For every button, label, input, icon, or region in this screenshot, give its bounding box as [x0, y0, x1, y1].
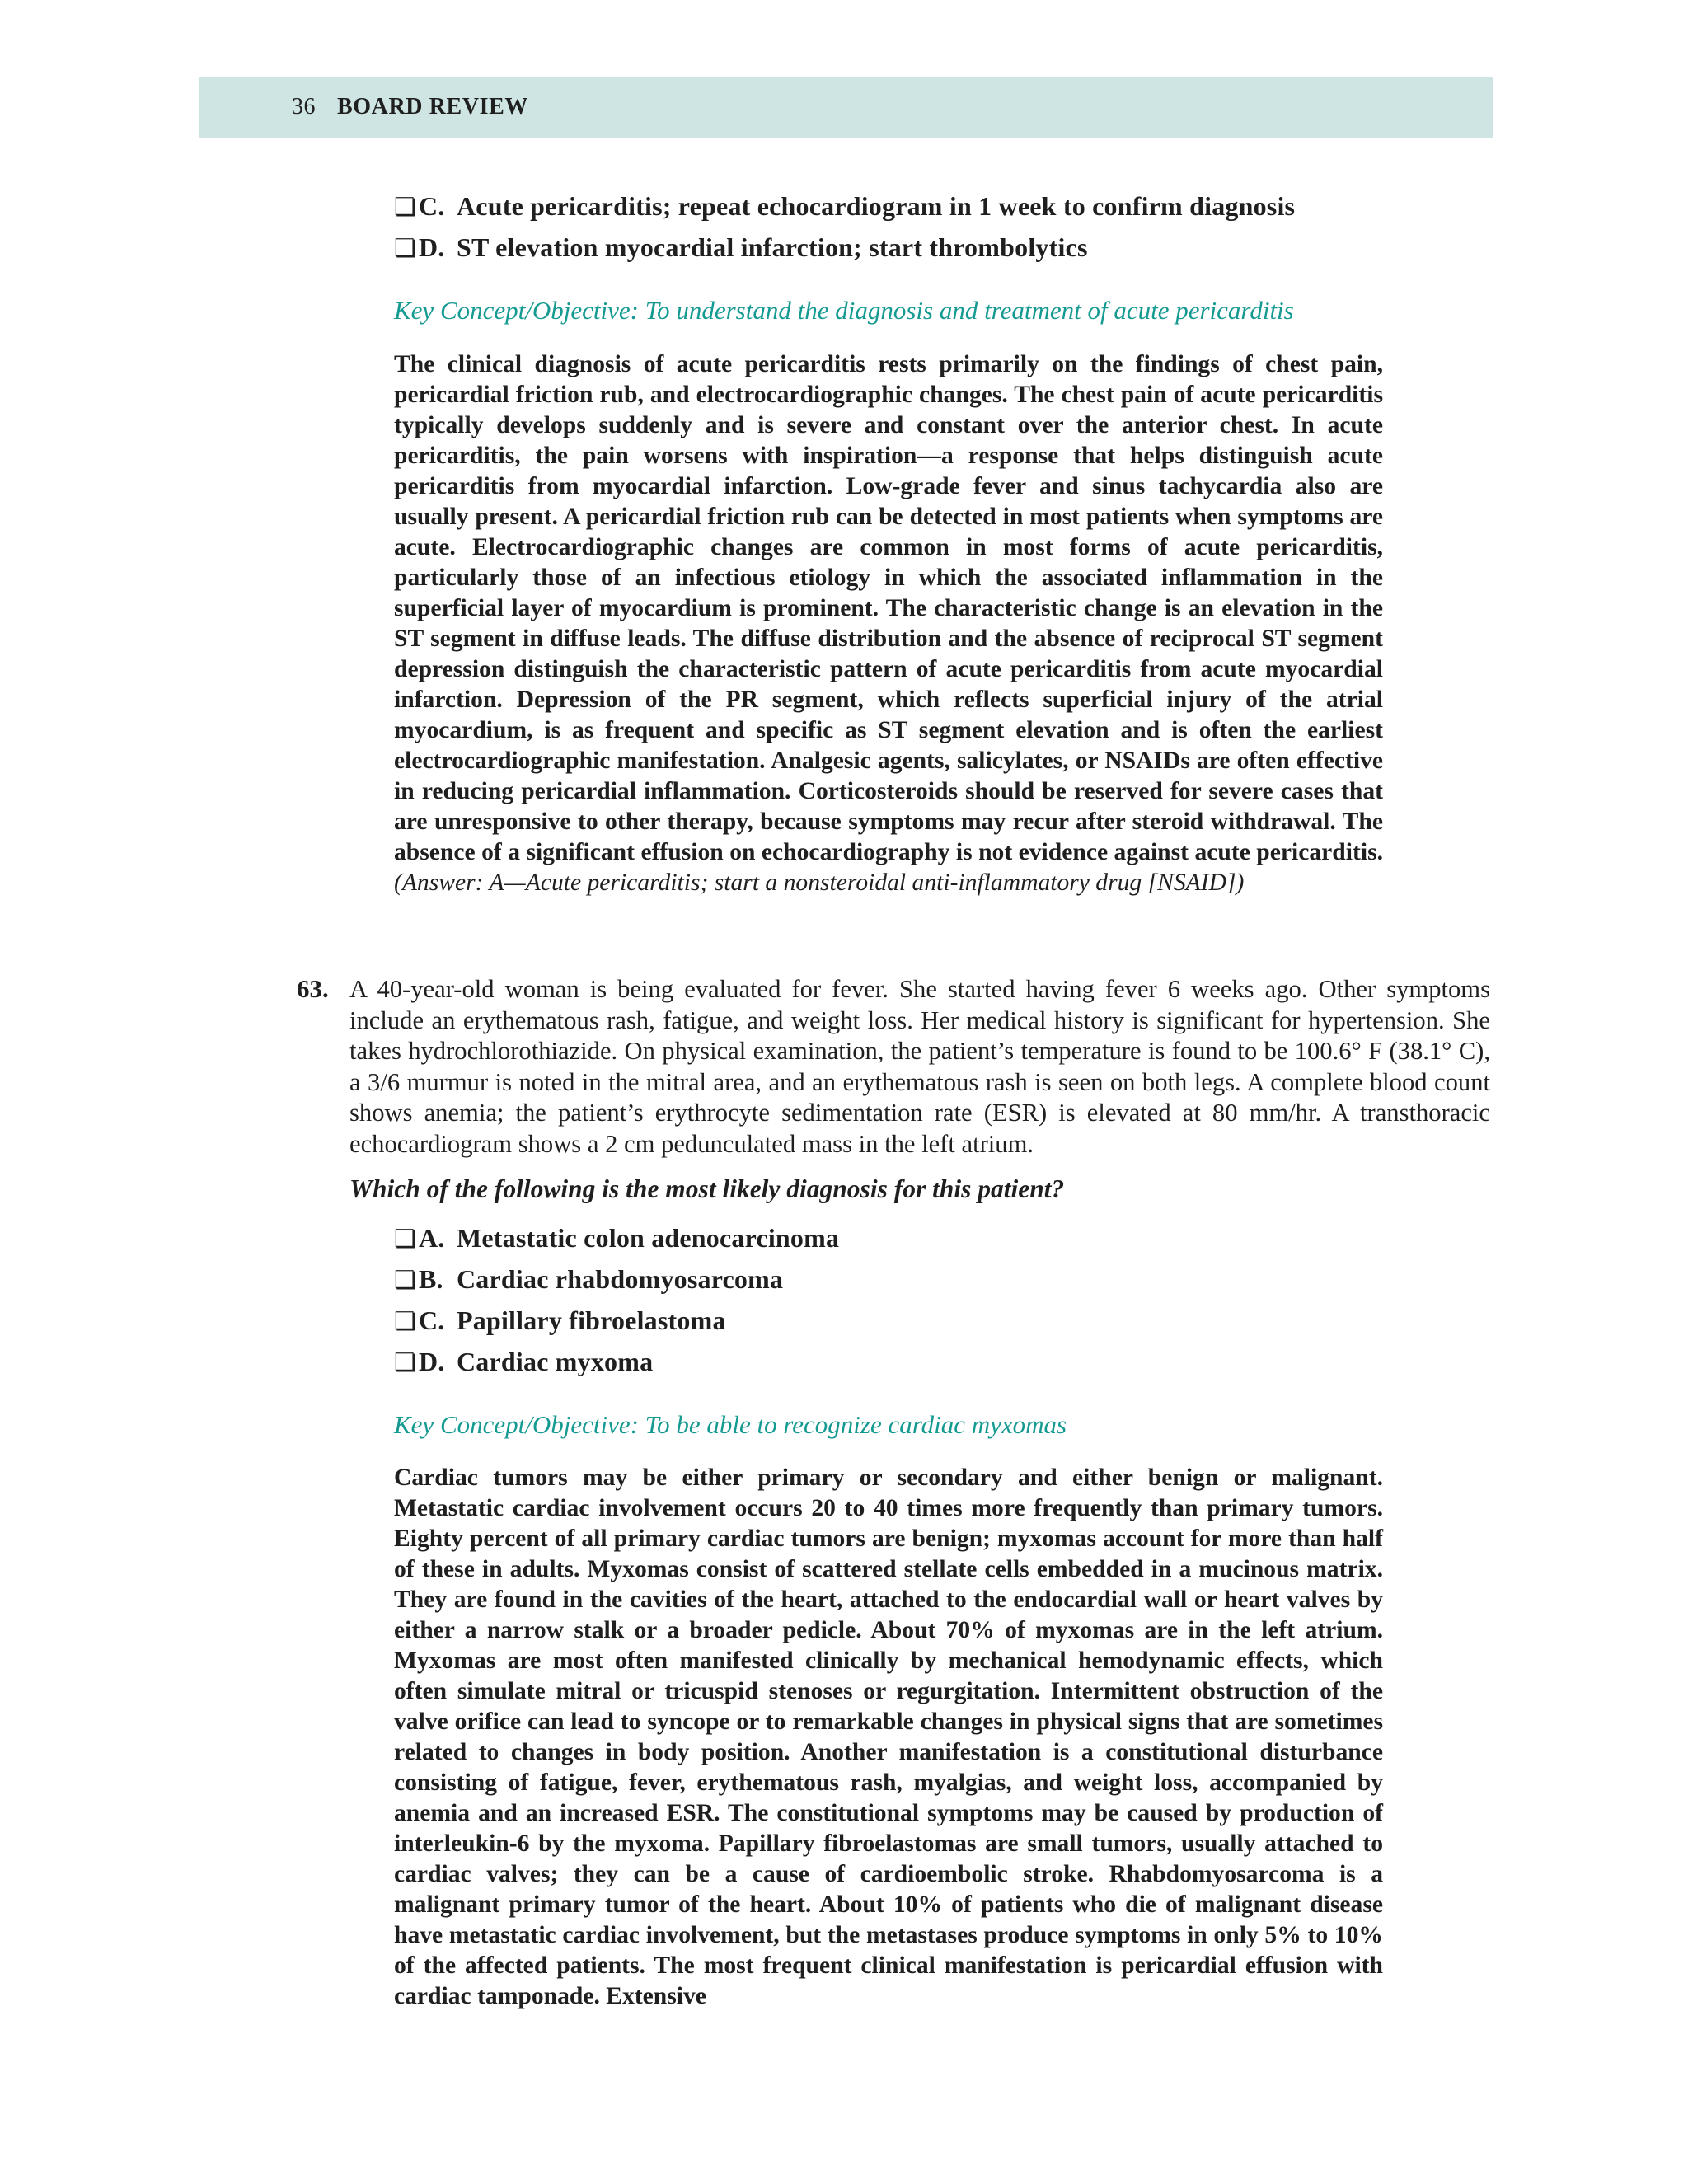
q62-key-concept: Key Concept/Objective: To understand the diagnosis and treatment of acute pericarditis	[394, 296, 1294, 325]
option-letter: C.	[419, 191, 445, 221]
q62-option-d[interactable]	[394, 232, 1088, 263]
option-text: Cardiac rhabdomyosarcoma	[457, 1264, 784, 1294]
q62-explanation	[394, 349, 1383, 898]
checkbox-icon[interactable]: ❏	[394, 1308, 417, 1335]
q63-option-d[interactable]	[394, 1347, 653, 1377]
checkbox-icon[interactable]: ❏	[394, 1349, 417, 1376]
option-letter: B.	[419, 1264, 443, 1294]
option-text: Papillary fibroelastoma	[457, 1305, 726, 1335]
q63-key-concept: Key Concept/Objective: To be able to recognize cardiac myxomas	[394, 1410, 1067, 1439]
running-head: BOARD REVIEW	[337, 94, 529, 120]
q63-option-b[interactable]	[394, 1264, 783, 1295]
option-letter: A.	[419, 1223, 445, 1253]
option-text: Cardiac myxoma	[457, 1347, 654, 1376]
q63-option-c[interactable]	[394, 1305, 726, 1336]
option-text: Metastatic colon adenocarcinoma	[457, 1223, 840, 1253]
question-number: 63.	[297, 974, 329, 1003]
option-letter: D.	[419, 1347, 445, 1376]
q63-option-a[interactable]	[394, 1223, 839, 1254]
option-letter: C.	[419, 1305, 445, 1335]
q63-explanation: Cardiac tumors may be either primary or secondary and either benign or malignant. Metastatic cardiac involvement occurs 20 to 40 times more frequently than primary tumors. Eighty percent of all primary cardiac tumors are benign; myxomas account for more than half of these in adults. Myxomas consist of scattered stellate cells embedded in a mucinous matrix. They are found in the cavities of the heart, attached to the endocardial wall or heart valves by either a narrow stalk or a broader pedicle. About 70% of myxomas are in the left atrium. Myxomas are most often manifested clinically by mechanical hemodynamic effects, which often simulate mitral or tricuspid stenoses or regurgitation. Intermittent obstruction of the valve orifice can lead to syncope or to remarkable changes in physical signs that are sometimes related to changes in body position. Another manifestation is a constitutional disturbance consisting of fatigue, fever, erythematous rash, myalgias, and weight loss, accompanied by anemia and an increased ESR. The constitutional symptoms may be caused by production of interleukin-6 by the myxoma. Papillary fibroelastomas are small tumors, usually attached to cardiac valves; they can be a cause of cardioembolic stroke. Rhabdomyosarcoma is a malignant primary tumor of the heart. About 10% of patients who die of malignant disease have metastatic cardiac involvement, but the metastases produce symptoms in only 5% to 10% of the affected patients. The most frequent clinical manifestation is pericardial effusion with cardiac tamponade. Extensive	[394, 1465, 1383, 2009]
running-header	[199, 77, 1493, 138]
checkbox-icon[interactable]: ❏	[394, 194, 417, 221]
checkbox-icon[interactable]: ❏	[394, 235, 417, 262]
checkbox-icon[interactable]: ❏	[394, 1226, 417, 1253]
checkbox-icon[interactable]: ❏	[394, 1267, 417, 1294]
option-text: Acute pericarditis; repeat echocardiogram in 1 week to confirm diagnosis	[457, 191, 1296, 221]
option-text: ST elevation myocardial infarction; start thrombolytics	[457, 232, 1088, 262]
page-number: 36	[292, 94, 316, 120]
option-letter: D.	[419, 232, 445, 262]
q62-answer: (Answer: A—Acute pericarditis; start a nonsteroidal anti-inflammatory drug [NSAID])	[394, 869, 1245, 896]
q62-explanation-text: The clinical diagnosis of acute pericarditis rests primarily on the findings of chest pain, pericardial friction rub, and electrocardiographic changes. The chest pain of acute pericarditis typically develops suddenly and is severe and constant over the anterior chest. In acute pericarditis, the pain worsens with inspiration—a response that helps distinguish acute pericarditis from myocardial infarction. Low-grade fever and sinus tachycardia also are usually present. A pericardial friction rub can be detected in most patients when symptoms are acute. Electrocardiographic changes are common in most forms of acute pericarditis, particularly those of an infectious etiology in which the associated inflammation in the superficial layer of myocardium is prominent. The characteristic change is an elevation in the ST segment in diffuse leads. The diffuse distribution and the absence of reciprocal ST segment depression distinguish the characteristic pattern of acute pericarditis from acute myocardial infarction. Depression of the PR segment, which reflects superficial injury of the atrial myocardium, is as frequent and specific as ST segment elevation and is often the earliest electrocardiographic manifestation. Analgesic agents, salicylates, or NSAIDs are often effective in reducing pericardial inflammation. Corticosteroids should be reserved for severe cases that are unresponsive to other therapy, because symptoms may recur after steroid withdrawal. The absence of a significant effusion on echocardiography is not evidence against acute pericarditis.	[394, 351, 1383, 865]
question-prompt: Which of the following is the most likely diagnosis for this patient?	[349, 1174, 1065, 1203]
q62-option-c[interactable]	[394, 191, 1295, 222]
question-stem: A 40-year-old woman is being evaluated for fever. She started having fever 6 weeks ago. Other symptoms include an erythematous rash, fatigue, and weight loss. Her medical history is significant for hypertension. She takes hydrochlorothiazide. On physical examination, the patient’s temperature is found to be 100.6° F (38.1° C), a 3/6 murmur is noted in the mitral area, and an erythematous rash is seen on both legs. A complete blood count shows anemia; the patient’s erythrocyte sedimentation rate (ESR) is elevated at 80 mm/hr. A transthoracic echocardiogram shows a 2 cm pedunculated mass in the left atrium.	[349, 975, 1490, 1158]
